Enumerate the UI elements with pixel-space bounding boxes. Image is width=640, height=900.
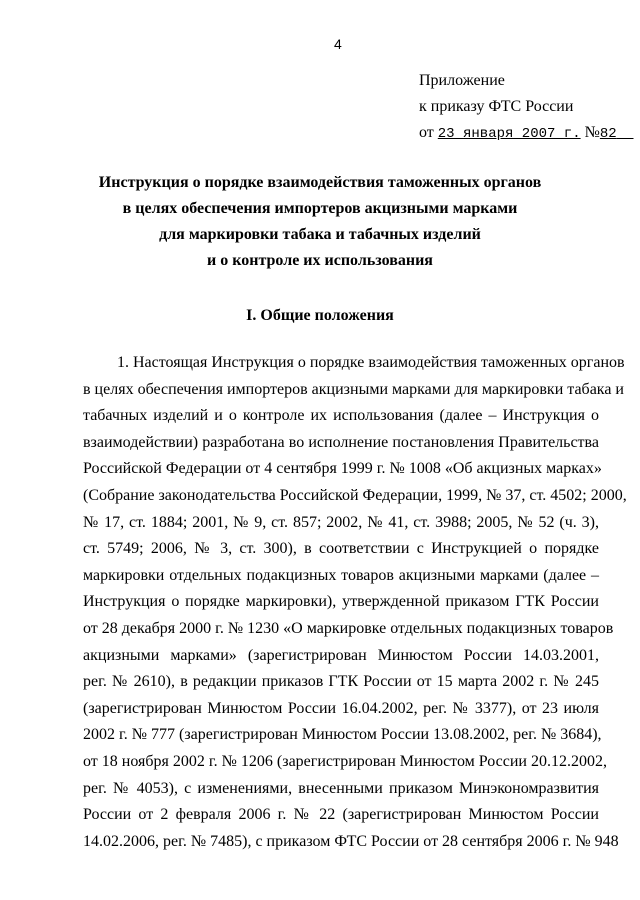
paragraph-line: от 28 декабря 2000 г. № 1230 «О маркировке отдельных подакцизных товаров [83, 619, 614, 637]
paragraph-line: Инструкция о порядке маркировки), утвержденной приказом ГТК России [83, 593, 599, 611]
appendix-title: Приложение [419, 72, 505, 89]
paragraph-line: ст. 5749; 2006, № 3, ст. 300), в соответствии с Инструкцией о порядке [83, 540, 599, 558]
order-number: 82 [599, 126, 617, 142]
paragraph-line: маркировки отдельных подакцизных товаров акцизными марками (далее – [83, 566, 599, 584]
order-date: 23 января 2007 г. [437, 126, 581, 142]
paragraph-line: Российской Федерации от 4 сентября 1999 г. № 1008 «Об акцизных марках» [83, 460, 602, 478]
paragraph-line: (Собрание законодательства Российской Федерации, 1999, № 37, ст. 4502; 2000, [83, 486, 627, 504]
paragraph-line: № 17, ст. 1884; 2001, № 9, ст. 857; 2002, № 41, ст. 3988; 2005, № 52 (ч. 3), [83, 513, 599, 531]
date-prefix: от [419, 124, 434, 141]
appendix-order-ref: к приказу ФТС России [419, 98, 574, 115]
paragraph-line: 1. Настоящая Инструкция о порядке взаимодействия таможенных органов [117, 354, 625, 371]
paragraph-line: в целях обеспечения импортеров акцизными марками для маркировки табака и [83, 380, 624, 398]
paragraph-1 [83, 350, 627, 855]
title-line: и о контроле их использования [207, 252, 433, 269]
paragraph-line: 2002 г. № 777 (зарегистрирован Минюстом России 13.08.2002, рег. № 3684), [83, 726, 602, 744]
paragraph-line: рег. № 4053), с изменениями, внесенными приказом Минэкономразвития [83, 779, 599, 797]
paragraph-line: от 18 ноября 2002 г. № 1206 (зарегистрирован Минюстом России 20.12.2002, [83, 752, 607, 770]
paragraph-line: взаимодействии) разработана во исполнение постановления Правительства [83, 433, 599, 451]
section-heading: I. Общие положения [246, 307, 394, 324]
paragraph-line: рег. № 2610), в редакции приказов ГТК России от 15 марта 2002 г. № 245 [83, 673, 599, 691]
title-line: Инструкция о порядке взаимодействия таможенных органов [98, 174, 542, 191]
title-line: в целях обеспечения импортеров акцизными марками [122, 200, 518, 217]
paragraph-line: (зарегистрирован Минюстом России 16.04.2002, рег. № 3377), от 23 июля [83, 699, 599, 717]
number-prefix: № [584, 124, 600, 141]
title-line: для маркировки табака и табачных изделий [159, 226, 481, 243]
page-number: 4 [334, 36, 342, 52]
paragraph-line: России от 2 февраля 2006 г. № 22 (зарегистрирован Минюстом России [83, 806, 599, 824]
paragraph-line: 14.02.2006, рег. № 7485), с приказом ФТС России от 28 сентября 2006 г. № 948 [83, 832, 619, 850]
paragraph-line: акцизными марками» (зарегистрирован Минюстом России 14.03.2001, [83, 646, 599, 664]
paragraph-line: табачных изделий и о контроле их использования (далее – Инструкция о [83, 407, 599, 425]
appendix-date-line [419, 124, 634, 142]
